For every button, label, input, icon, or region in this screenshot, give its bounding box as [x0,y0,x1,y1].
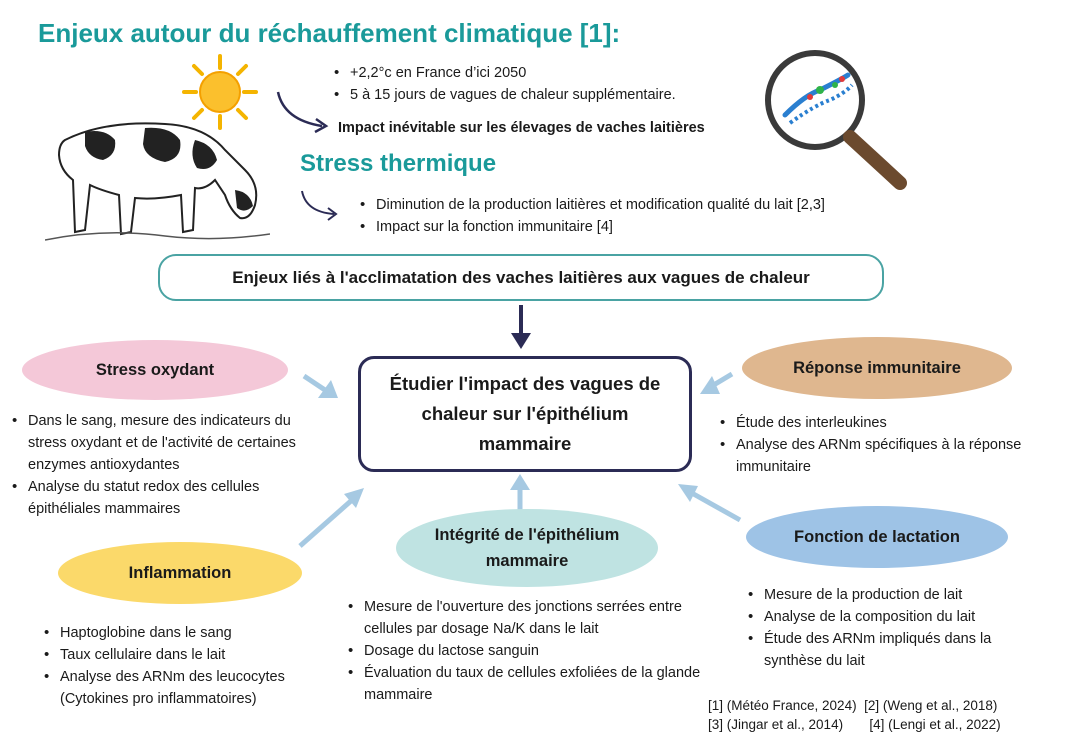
inflammation-bullet: • Analyse des ARNm des leucocytes (Cytokines pro inflammatoires) [40,666,320,710]
integrite-label: Intégrité de l'épithélium mammaire [434,526,620,570]
lactation-bullet: • Mesure de la production de lait [744,584,1044,606]
stress-oxydant-label: Stress oxydant [95,361,215,379]
stress-oxydant-ellipse [22,340,288,400]
integrite-bullet: • Mesure de l'ouverture des jonctions serrées entre cellules par dosage Na/K dans le lait [344,596,704,640]
reponse-immunitaire-label: Réponse immunitaire [793,359,961,377]
integrite-bullets [344,596,704,706]
lactation-ellipse [746,506,1008,568]
climate-bullet: • 5 à 15 jours de vagues de chaleur supplémentaire. [330,84,676,106]
stress-bullet: • Impact sur la fonction immunitaire [4] [356,216,825,238]
reference: [1] (Météo France, 2024) [708,698,857,713]
references-row [708,696,1001,715]
lactation-bullet: • Analyse de la composition du lait [744,606,1044,628]
banner-text: Enjeux liés à l'acclimatation des vaches laitières aux vagues de chaleur [232,267,810,287]
inflammation-bullets [40,622,320,710]
lactation-label: Fonction de lactation [794,528,960,546]
stress-oxydant-bullet: • Dans le sang, mesure des indicateurs du stress oxydant et de l'activité de certaines enzymes antioxydantes [8,410,318,476]
integrite-bullet: • Évaluation du taux de cellules exfoliées de la glande mammaire [344,662,704,706]
reponse-immunitaire-bullets [716,412,1046,478]
reponse-immunitaire-ellipse [742,337,1012,399]
stress-oxydant-bullets [8,410,318,520]
reponse-immunitaire-bullet: • Analyse des ARNm spécifiques à la réponse immunitaire [716,434,1046,478]
inflammation-bullet: • Haptoglobine dans le sang [40,622,320,644]
inflammation-bullet: • Taux cellulaire dans le lait [40,644,320,666]
stress-bullet: • Diminution de la production laitières et modification qualité du lait [2,3] [356,194,825,216]
inflammation-ellipse [58,542,302,604]
reponse-immunitaire-bullet: • Étude des interleukines [716,412,1046,434]
center-box-text: Étudier l'impact des vagues de chaleur sur l'épithélium mammaire [389,373,661,454]
stress-title: Stress thermique [300,150,497,177]
references-row [708,715,1001,734]
page-title: Enjeux autour du réchauffement climatique [1]: [38,18,621,48]
lactation-bullets [744,584,1044,672]
climate-bullet: • +2,2°c en France d’ici 2050 [330,62,676,84]
impact-text: Impact inévitable sur les élevages de vaches laitières [338,120,705,136]
reference: [3] (Jingar et al., 2014) [708,717,844,732]
lactation-bullet: • Étude des ARNm impliqués dans la synthèse du lait [744,628,1044,672]
integrite-ellipse [396,509,658,587]
reference: [4] (Lengi et al., 2022) [869,717,1001,732]
reference: [2] (Weng et al., 2018) [864,698,998,713]
stress-oxydant-bullet: • Analyse du statut redox des cellules épithéliales mammaires [8,476,318,520]
integrite-bullet: • Dosage du lactose sanguin [344,640,704,662]
references [708,696,1001,734]
inflammation-label: Inflammation [128,564,232,582]
